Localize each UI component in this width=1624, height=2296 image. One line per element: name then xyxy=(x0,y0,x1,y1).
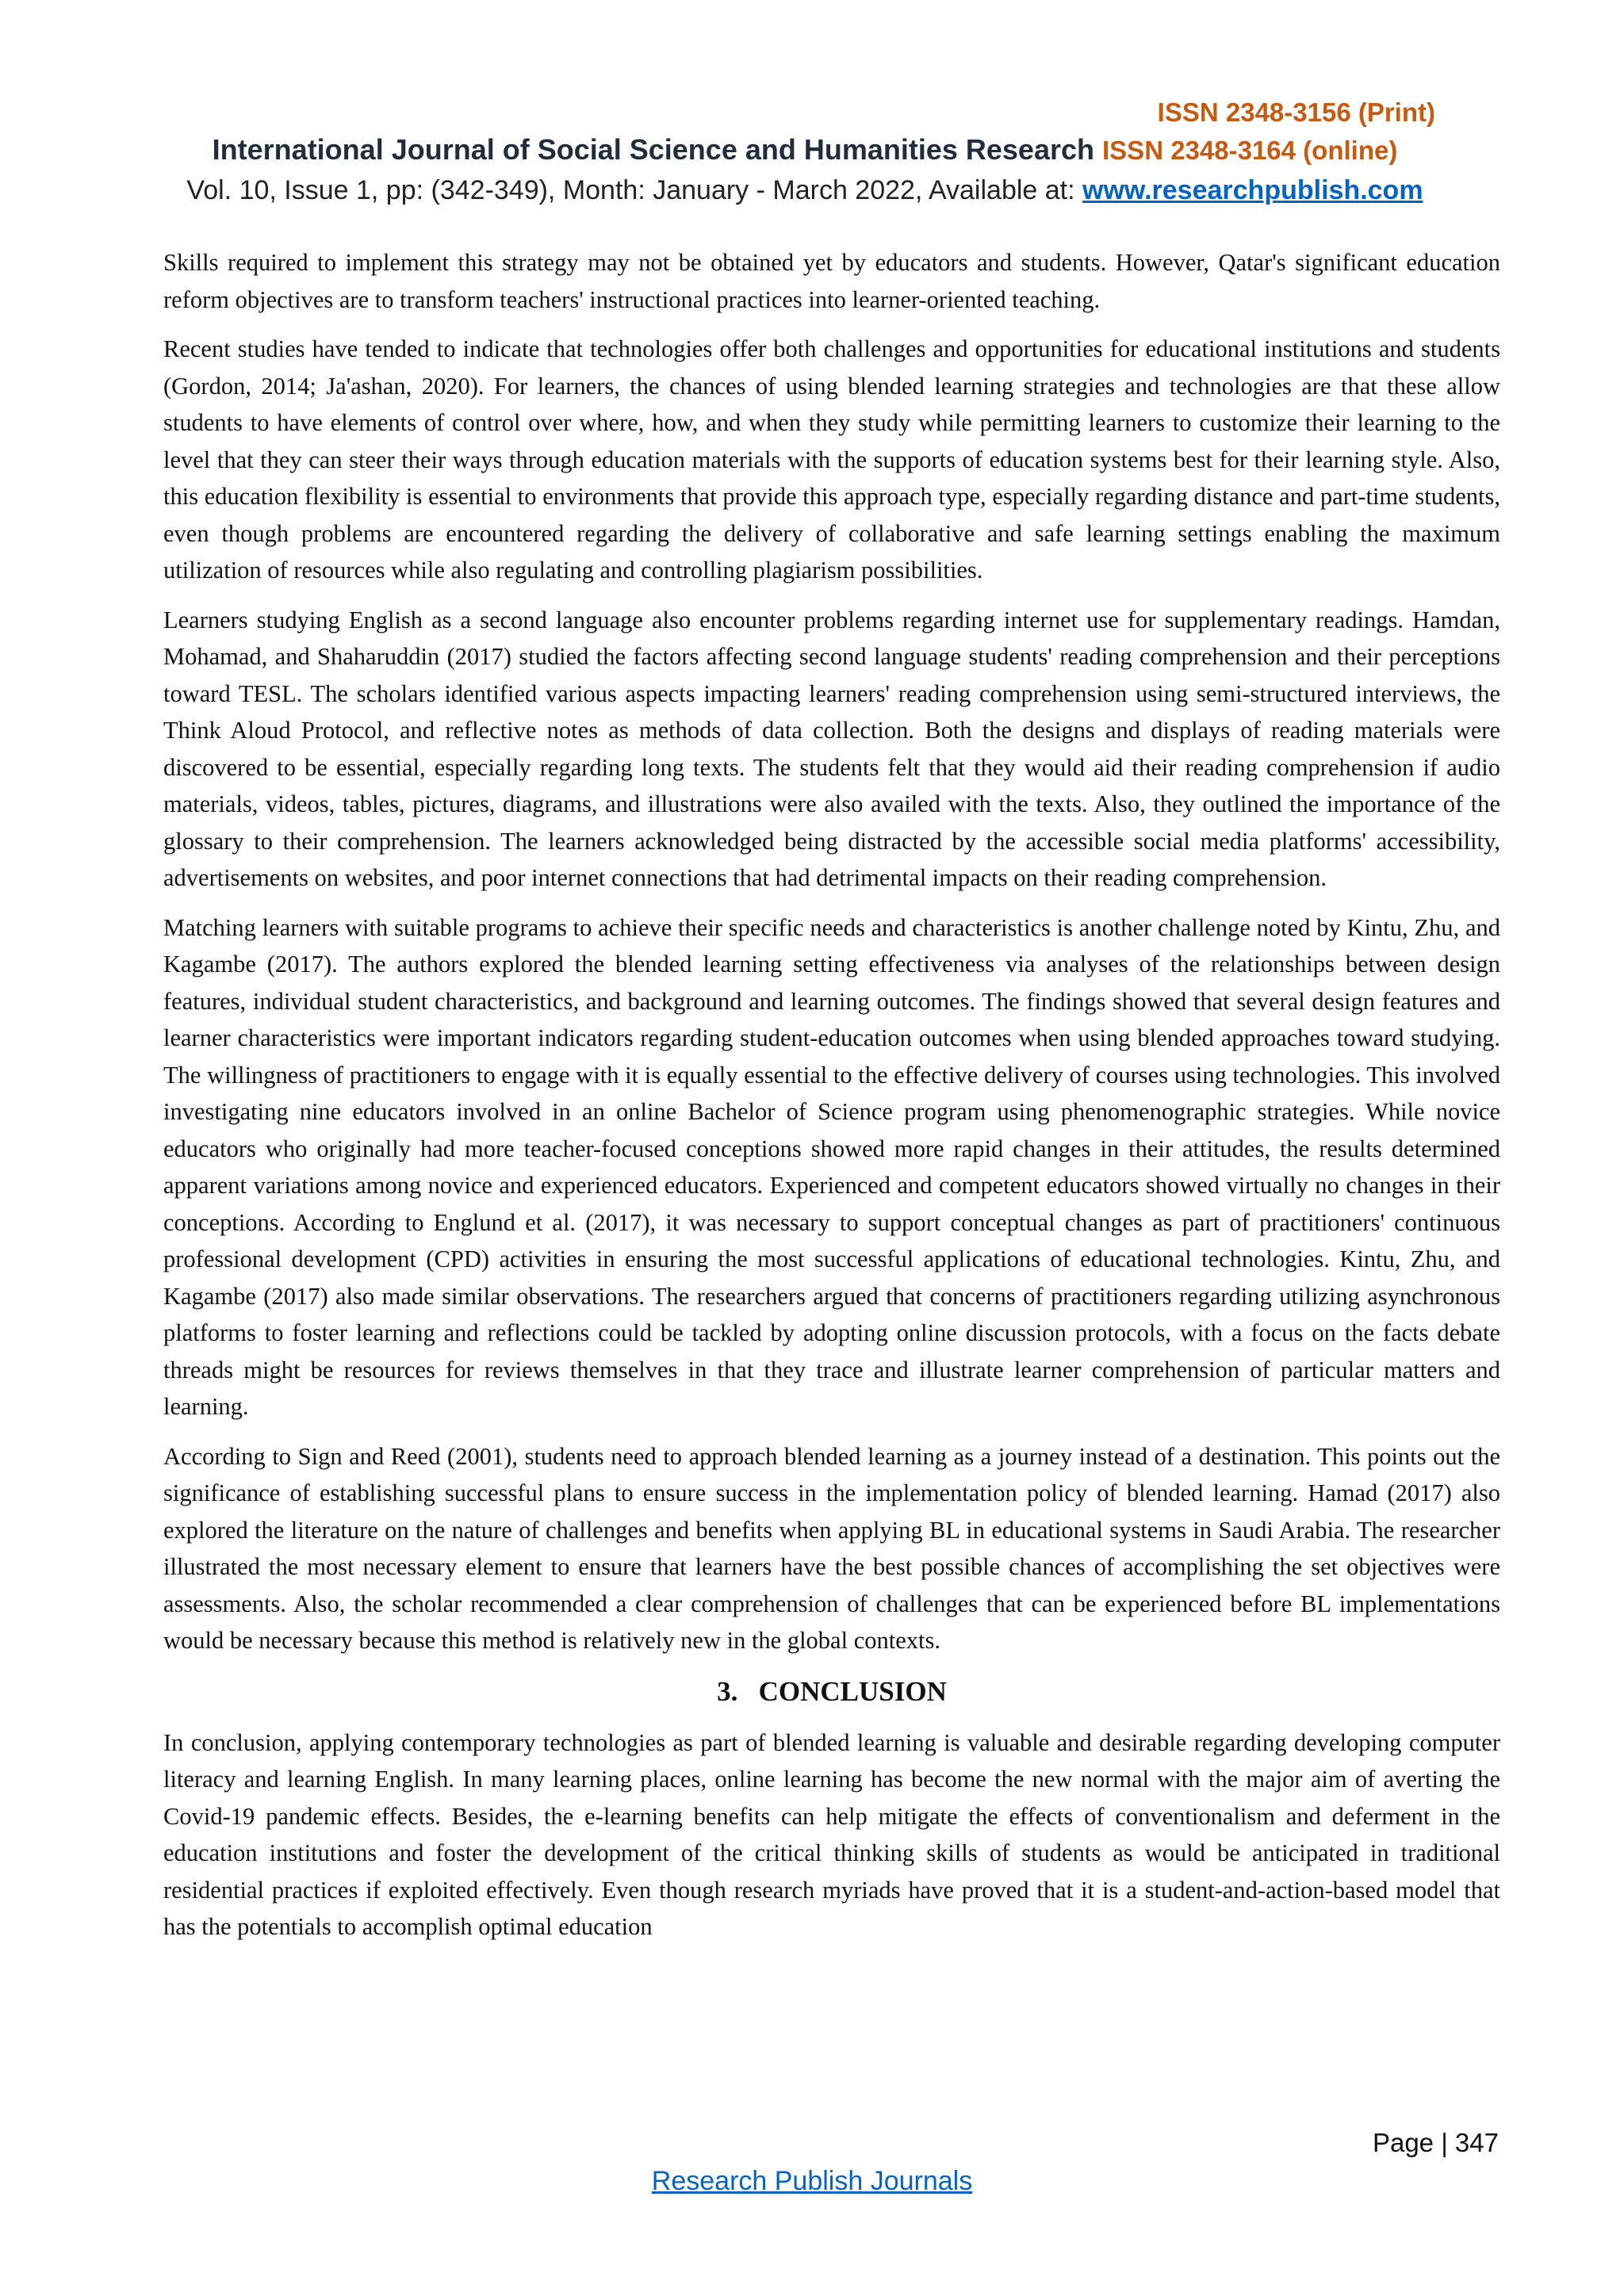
page-number: Page | 347 xyxy=(1372,2128,1499,2157)
paragraph-2: Recent studies have tended to indicate that technologies offer both challenges and opportunities for educational institutions and students (Gordon, 2014; Ja'ashan, 2020). For learners, the chances of using blended learning strategies and technologies are that these allow students to have elements of control over where, how, and when they study while permitting learners to customize their learning to the level that they can steer their ways through education materials with the supports of education systems best for their learning style. Also, this education flexibility is essential to environments that provide this approach type, especially regarding distance and part-time students, even though problems are encountered regarding the delivery of collaborative and safe learning settings enabling the maximum utilization of resources while also regulating and controlling plagiarism possibilities. xyxy=(163,335,1500,584)
website-link[interactable]: www.researchpublish.com xyxy=(1082,175,1423,205)
conclusion-paragraph: In conclusion, applying contemporary technologies as part of blended learning is valuable and desirable regarding developing computer literacy and learning English. In many learning places, online learning has become the new normal with the major aim of averting the Covid-19 pandemic effects. Besides, the e-learning benefits can help mitigate the effects of conventionalism and deferment in the education institutions and foster the development of the critical thinking skills of students as would be anticipated in traditional residential practices if exploited effectively. Even though research myriads have proved that it is a student-and-action-based model that has the potentials to accomplish optimal education xyxy=(163,1728,1500,1940)
issn-online: ISSN 2348-3164 (online) xyxy=(1102,136,1398,165)
paragraph-4: Matching learners with suitable programs to achieve their specific needs and characteristics is another challenge noted by Kintu, Zhu, and Kagambe (2017). The authors explored the blended learning setting effectiveness via analyses of the relationships between design features, individual student characteristics, and background and learning outcomes. The findings showed that several design features and learner characteristics were important indicators regarding student-education outcomes when using blended approaches toward studying. The willingness of practitioners to engage with it is equally essential to the effective delivery of courses using technologies. This involved investigating nine educators involved in an online Bachelor of Science program using phenomenographic strategies. While novice educators who originally had more teacher-focused conceptions showed more rapid changes in their attitudes, the results determined apparent variations among novice and experienced educators. Experienced and competent educators showed virtually no changes in their conceptions. According to Englund et al. (2017), it was necessary to support conceptual changes as part of practitioners' continuous professional development (CPD) activities in ensuring the most successful applications of educational technologies. Kintu, Zhu, and Kagambe (2017) also made similar observations. The researchers argued that concerns of practitioners regarding utilizing asynchronous platforms to foster learning and reflections could be tackled by adopting online discussion protocols, with a focus on the facts debate threads might be resources for reviews themselves in that they trace and illustrate learner comprehension of particular matters and learning. xyxy=(163,913,1500,1420)
volume-info-line xyxy=(159,170,1451,210)
volume-info: Vol. 10, Issue 1, pp: (342-349), Month: January - March 2022, Available at: xyxy=(186,175,1083,205)
paragraph-3: Learners studying English as a second language also encounter problems regarding internet use for supplementary readings. Hamdan, Mohamad, and Shaharuddin (2017) studied the factors affecting second language students' reading comprehension and their perceptions toward TESL. The scholars identified various aspects impacting learners' reading comprehension using semi-structured interviews, the Think Aloud Protocol, and reflective notes as methods of data collection. Both the designs and displays of reading materials were discovered to be essential, especially regarding long texts. The students felt that they would aid their reading comprehension if audio materials, videos, tables, pictures, diagrams, and illustrations were also availed with the texts. Also, they outlined the importance of the glossary to their comprehension. The learners acknowledged being distracted by the accessible social media platforms' accessibility, advertisements on websites, and poor internet connections that had detrimental impacts on their reading comprehension. xyxy=(163,606,1500,891)
journal-name: International Journal of Social Science and Humanities Research xyxy=(212,133,1094,166)
footer xyxy=(0,2163,1624,2199)
publisher-link[interactable]: Research Publish Journals xyxy=(651,2166,973,2196)
paragraph-1: Skills required to implement this strategy may not be obtained yet by educators and students. However, Qatar's significant education reform objectives are to transform teachers' instructional practices into learner-oriented teaching. xyxy=(163,249,1500,313)
issn-print: ISSN 2348-3156 (Print) xyxy=(1157,98,1435,127)
conclusion-heading: 3. CONCLUSION xyxy=(717,1675,947,1707)
journal-title-line xyxy=(159,130,1451,170)
paragraph-5: According to Sign and Reed (2001), students need to approach blended learning as a journey instead of a destination. This points out the significance of establishing successful plans to ensure success in the implementation policy of blended learning. Hamad (2017) also explored the literature on the nature of challenges and benefits when applying BL in educational systems in Saudi Arabia. The researcher illustrated the most necessary element to ensure that learners have the best possible chances of accomplishing the set objectives were assessments. Also, the scholar recommended a clear comprehension of challenges that can be experienced before BL implementations would be necessary because this method is relatively new in the global contexts. xyxy=(163,1442,1500,1654)
article-body xyxy=(163,244,1500,1958)
journal-header xyxy=(159,95,1451,210)
